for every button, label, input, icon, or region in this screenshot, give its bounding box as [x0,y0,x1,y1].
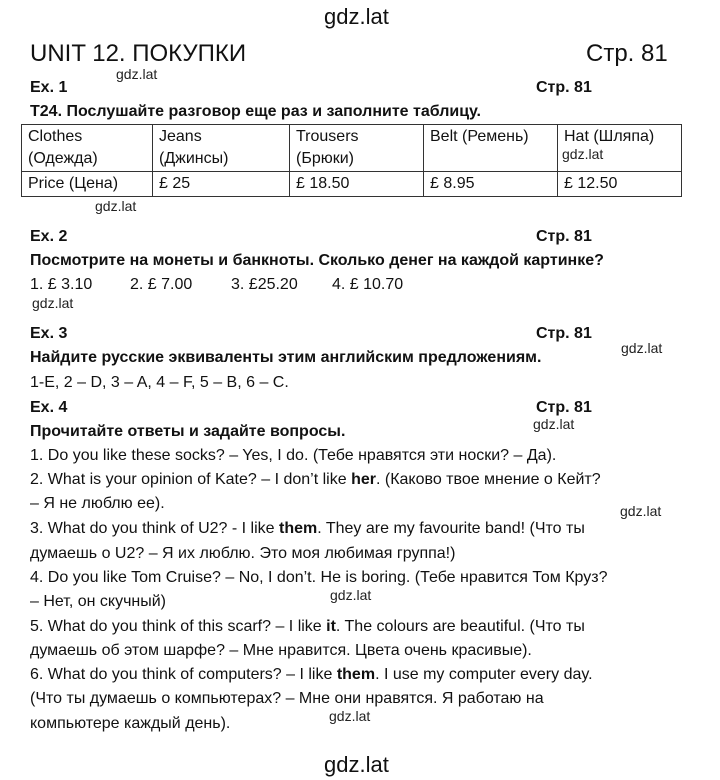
ex3-page: Стр. 81 [536,325,592,342]
watermark-top: gdz.lat [324,4,389,29]
table-cell: £ 8.95 [424,172,558,197]
ex4-line-7: – Нет, он скучный) [30,593,167,610]
ex2-answer-1: 1. £ 3.10 [30,276,93,293]
ex1-page: Стр. 81 [536,79,592,96]
ex4-line-8: 5. What do you think of this scarf? – I like it. The colours are beautiful. (Что ты [30,618,585,635]
cell-text: (Джинсы) [159,150,229,167]
ex2-answer-4: 4. £ 10.70 [332,276,404,293]
cell-text: Belt (Ремень) [430,128,529,145]
table-cell [558,125,682,172]
ex2-label: Ex. 2 [30,228,68,245]
prices-table [21,124,682,197]
ex3-task: Найдите русские эквиваленты этим английским предложениям. [30,349,542,366]
table-row [22,172,682,197]
ex1-label: Ex. 1 [30,79,68,96]
ex4-line-10: 6. What do you think of computers? – I like them. I use my computer every day. [30,666,593,683]
ex4-line-11: (Что ты думаешь о компьютерах? – Мне они нравятся. Я работаю на [30,690,544,707]
watermark: gdz.lat [533,416,575,432]
ex4-line-1: 1. Do you like these socks? – Yes, I do. (Тебе нравятся эти носки? – Да). [30,447,557,464]
table-row [22,125,682,172]
cell-text: Trousers [296,128,359,145]
ex2-task: Посмотрите на монеты и банкноты. Сколько денег на каждой картинке? [30,252,604,269]
unit-title: UNIT 12. ПОКУПКИ [30,40,247,67]
watermark: gdz.lat [562,146,604,162]
watermark: gdz.lat [329,708,371,724]
ex2-answer-3: 3. £25.20 [231,276,298,293]
ex4-page: Стр. 81 [536,399,592,416]
cell-text: (Одежда) [28,150,98,167]
ex4-line-9: думаешь об этом шарфе? – Мне нравится. Цвета очень красивые). [30,642,532,659]
ex4-label: Ex. 4 [30,399,68,416]
table-cell: £ 25 [153,172,290,197]
cell-text: Jeans [159,128,202,145]
table-cell: £ 18.50 [290,172,424,197]
ex4-line-6: 4. Do you like Tom Cruise? – No, I don’t. He is boring. (Тебе нравится Том Круз? [30,569,608,586]
ex4-line-12: компьютере каждый день). [30,715,231,732]
table-cell [22,125,153,172]
watermark-bottom: gdz.lat [324,752,389,777]
ex2-answer-2: 2. £ 7.00 [130,276,193,293]
ex4-line-5: думаешь о U2? – Я их люблю. Это моя любимая группа!) [30,545,456,562]
ex1-task: T24. Послушайте разговор еще раз и заполните таблицу. [30,103,481,120]
table-cell: £ 12.50 [558,172,682,197]
ex4-line-2: 2. What is your opinion of Kate? – I don’t like her. (Каково твое мнение о Кейт? [30,471,601,488]
ex2-page: Стр. 81 [536,228,592,245]
ex3-answer: 1-E, 2 – D, 3 – A, 4 – F, 5 – B, 6 – C. [30,374,289,391]
page-number: Стр. 81 [586,40,668,67]
table-cell [290,125,424,172]
watermark: gdz.lat [620,503,662,519]
watermark: gdz.lat [95,198,137,214]
ex4-line-3: – Я не люблю ее). [30,495,165,512]
table-cell [153,125,290,172]
table-cell: Price (Цена) [22,172,153,197]
watermark: gdz.lat [116,66,158,82]
cell-text: Clothes [28,128,83,145]
table-cell [424,125,558,172]
ex3-label: Ex. 3 [30,325,68,342]
cell-text: (Брюки) [296,150,354,167]
ex4-task: Прочитайте ответы и задайте вопросы. [30,423,346,440]
watermark: gdz.lat [621,340,663,356]
ex4-line-4: 3. What do you think of U2? - I like them. They are my favourite band! (Что ты [30,520,585,537]
watermark: gdz.lat [330,587,372,603]
watermark: gdz.lat [32,295,74,311]
cell-text: Hat (Шляпа) [564,128,655,145]
